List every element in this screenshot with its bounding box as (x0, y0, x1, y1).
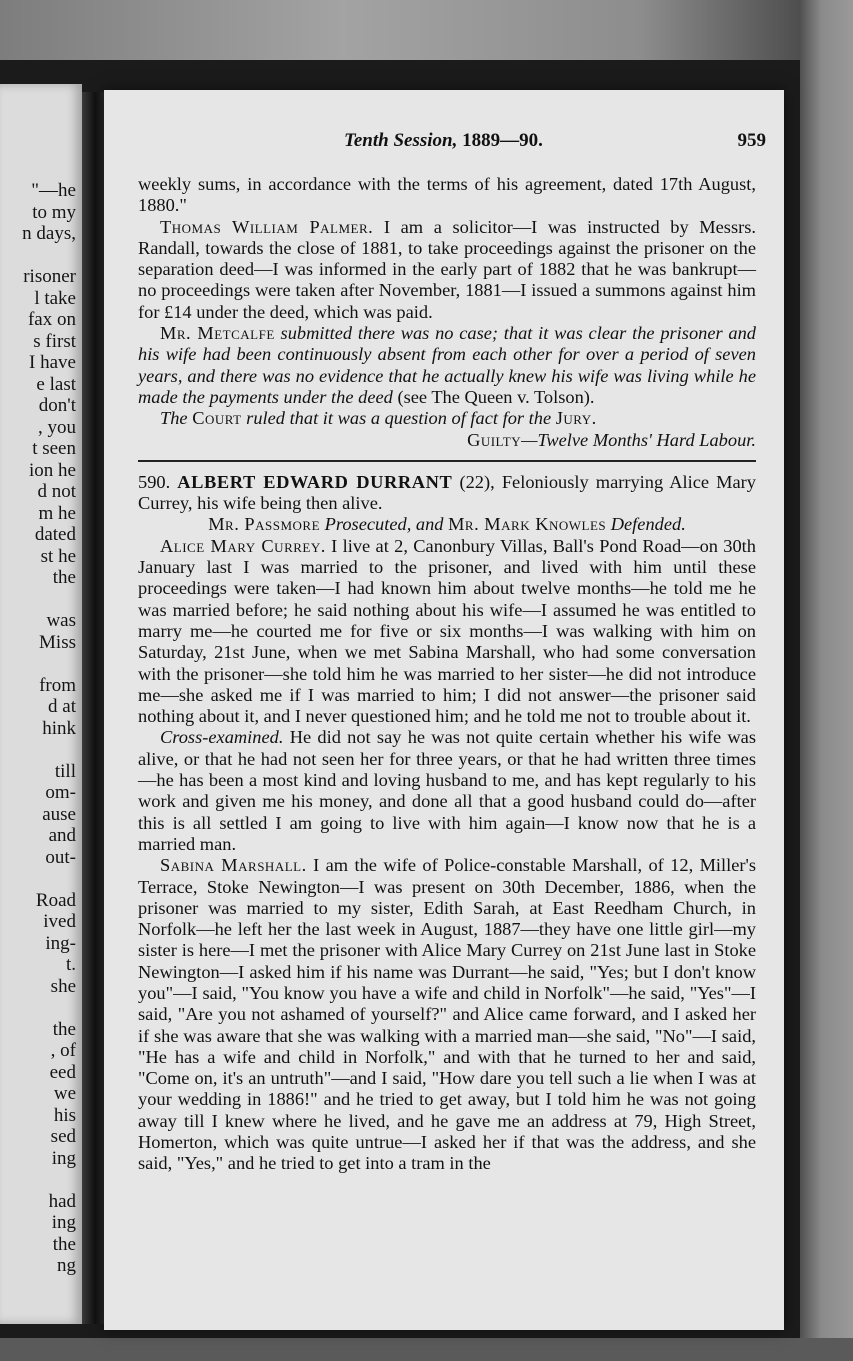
jury-label: Jury. (555, 408, 597, 429)
left-page-line: t. (65, 954, 76, 975)
defendant-age: (22), (452, 471, 495, 492)
left-page-line: ng (57, 1255, 76, 1276)
running-header (134, 130, 766, 156)
left-page-line: risoner (23, 266, 76, 287)
left-page-line: e last (36, 373, 76, 395)
left-page-line: ived (43, 911, 76, 932)
verdict (138, 430, 756, 451)
left-page-line: m he (38, 502, 76, 524)
left-page-line: fax on (27, 309, 76, 330)
paragraph-testimony-currey: Alice Mary Currey. I live at 2, Canonbury Villas, Ball's Pond Road—on 30th January last I was married to the prisoner, and lived with him until these proceedings were taken—I had known him about twelve months—he told me he was married before; he said nothing about his wife—I assumed he was entitled to marry me—he courted me for five or six months—I was walking with him on Saturday, 21st June, when we met Sabina Marshall, who had some conversation with the prisoner—she told him he was married to her sister—he did not introduce me—she asked me if I was married to him; I did not answer—the prisoner said nothing about it, and I never questioned him; and he told me not to trouble about it. (138, 535, 756, 727)
left-page-line: eed (49, 1061, 76, 1083)
left-page-line: ing- (45, 932, 76, 954)
case-number: 590. (138, 471, 171, 492)
left-page-line: ion he (29, 459, 76, 481)
witness-name: Alice Mary Currey. (160, 535, 326, 556)
verdict-guilty: Guilty (467, 429, 522, 450)
verdict-sentence: —Twelve Months' Hard Labour. (521, 429, 756, 450)
left-page-line: Miss (39, 631, 76, 653)
left-page-line: ing (51, 1147, 76, 1169)
defendant-name: ALBERT EDWARD DURRANT (177, 471, 453, 492)
paragraph-cross-examination: Cross-examined. He did not say he was not quite certain whether his wife was alive, or that he had not seen her for three years, or that he had written three times—he has been a most kind and loving husband to me, and has kept regularly to his work and given me his money, and done all that a good husband could do—after this is all settled I am going to live with him again—I know now that he is a married man. (138, 727, 756, 854)
left-page-line: sed (50, 1126, 76, 1147)
left-page-line: and (48, 825, 76, 846)
scan-right-border (800, 0, 853, 1361)
left-page-line: the (52, 1233, 76, 1255)
paragraph-testimony-palmer: Thomas William Palmer. I am a solicitor—I was instructed by Messrs. Randall, towards the close of 1881, to take proceedings against the prisoner on the separation deed—I was informed in the early part of 1882 that he was bankrupt—no proceedings were taken after November, 1881—I issued a summons against him for £14 under the deed, which was paid. (138, 216, 756, 322)
session-title: Tenth Session, 1889—90. (344, 130, 543, 151)
paragraph-submission: Mr. Metcalfe submitted there was no case; that it was clear the prisoner and his wife had been continuously absent from each other for over a period of seven years, and there was no evidence that he actually knew his wife was living while he made the payments under the deed (see The Queen v. Tolson). (138, 323, 757, 407)
left-page-line: we (53, 1083, 76, 1104)
left-page-line: don't (38, 395, 76, 416)
charge: Feloniously marrying Alice Mary Currey, his wife being then alive. (138, 471, 756, 514)
left-page-line: st he (40, 545, 76, 567)
paragraph-ruling: The Court ruled that it was a question of fact for the Jury. (160, 408, 597, 429)
paragraph-testimony-marshall: Sabina Marshall. I am the wife of Police-constable Marshall, of 12, Miller's Terrace, Stoke Newington—I was present on 30th December, 1886, when the prisoner was married to my sister, Edith Sarah, at East Reedham Church, in Norfolk—he left her the last week in August, 1887—they have one little girl—my sister is here—I met the prisoner with Alice Mary Currey on 21st June last in Stoke Newington—I asked him if his name was Durrant—he said, "Yes; but I don't know you"—I said, "You know you have a wife and child in Norfolk"—he said, "Yes"—I said, "Are you not ashamed of yourself?" and Alice came forward, and I asked her if she was aware that she was walking with a married man—she said, "No"—I said, "He has a wife and child in Norfolk," and with that he turned to her and said, "Come on, it's an untruth"—and I said, "How dare you tell such a lie when I was at your wedding in 1886!" and he tried to get away, but I told him he was not going away till I knew where he lived, and he gave me an address at 79, High Street, Homerton, which was quite untrue—I asked her if that was the address, and she said, "Yes," and he tried to get into a tram in the (138, 855, 757, 1174)
left-page-line: she (50, 975, 76, 997)
session-year: 1889—90. (462, 130, 543, 151)
left-page-line: hink (42, 717, 76, 739)
left-page-line: d not (37, 481, 76, 502)
left-page-line: ing (51, 1212, 76, 1233)
left-page-line: om- (45, 782, 76, 803)
witness-name: Thomas William Palmer. (160, 216, 374, 237)
counsel-name: Mr. Metcalfe (160, 323, 275, 344)
scan-top-border (0, 0, 853, 60)
left-page-line: I have (29, 352, 76, 373)
left-page-line: from (39, 674, 76, 696)
court-label: Court (192, 408, 242, 429)
left-page-line: out- (45, 846, 76, 868)
cross-examined-label: Cross-examined. (160, 727, 284, 748)
left-page-line: t seen (32, 438, 76, 459)
left-page-line: to my (32, 201, 76, 223)
left-page-line: had (48, 1190, 76, 1212)
left-page-line: s first (33, 330, 76, 352)
defending-counsel: Mr. Mark Knowles (448, 514, 607, 535)
case-divider (138, 460, 756, 462)
left-page-line: ause (42, 803, 76, 825)
left-page-line: dated (34, 524, 76, 545)
left-page-line: d at (48, 696, 76, 717)
left-page-line: "—he (31, 180, 76, 201)
left-page-line: Road (35, 889, 76, 911)
left-page-line: the (52, 1018, 76, 1040)
book-spine (82, 92, 104, 1324)
counsel-line: Mr. Passmore Prosecuted, and Mr. Mark Knowles Defended. (208, 514, 686, 535)
left-page-line: , you (38, 416, 76, 438)
left-page-line: was (46, 610, 76, 631)
book-page (104, 90, 784, 1330)
left-page-line: till (54, 760, 76, 782)
scan-bottom-border (0, 1338, 853, 1361)
case-heading (138, 472, 756, 515)
page-number: 959 (737, 130, 766, 151)
left-page-line: n days, (22, 223, 76, 244)
left-page-line: the (52, 567, 76, 588)
left-page-line: l take (34, 287, 76, 309)
prosecuting-counsel: Mr. Passmore (208, 514, 321, 535)
left-page-line: his (53, 1104, 76, 1126)
left-page-line: , of (50, 1040, 76, 1061)
paragraph-continuation: weekly sums, in accordance with the terms of his agreement, dated 17th August, 1880." (138, 174, 756, 216)
left-page-fragment (0, 84, 82, 1324)
witness-name: Sabina Marshall. (160, 855, 307, 876)
page-body (138, 174, 756, 1175)
